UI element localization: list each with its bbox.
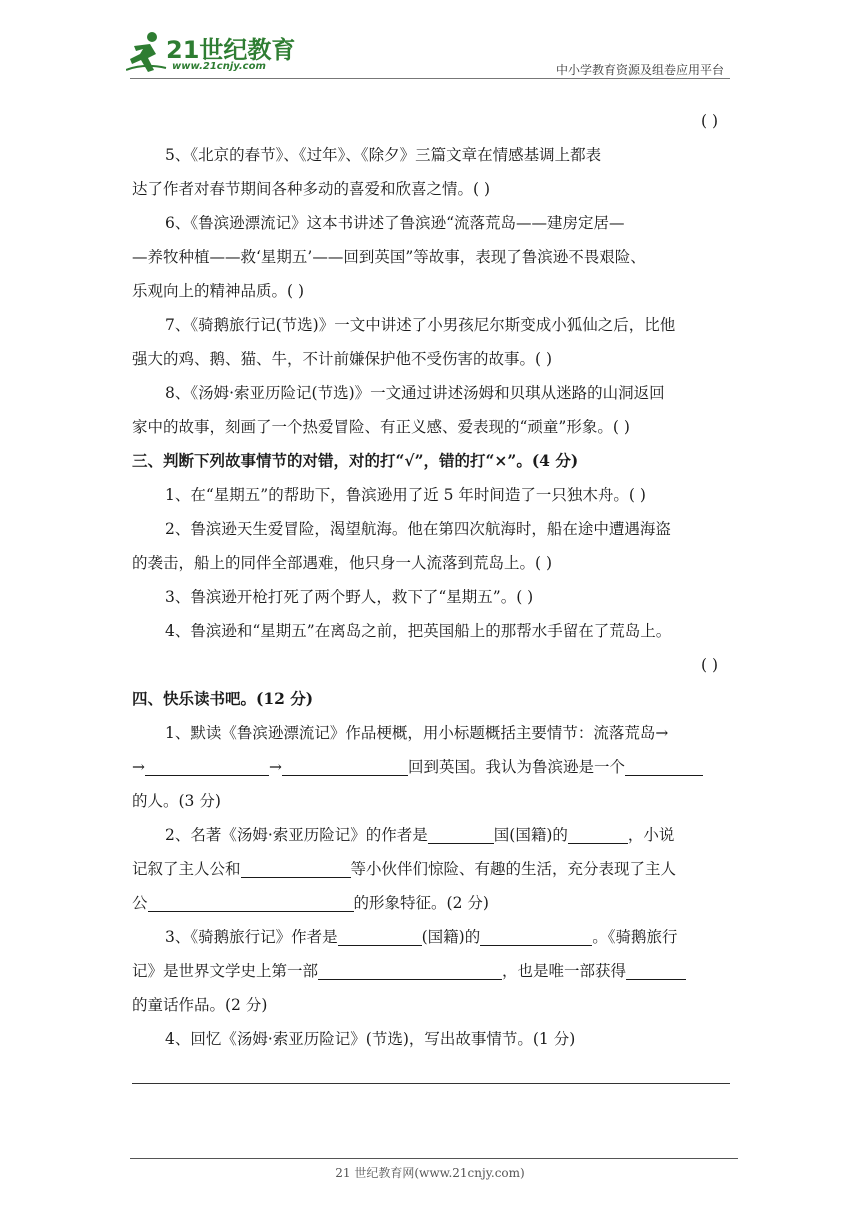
question-8: 8、《汤姆·索亚历险记(节选)》一文通过讲述汤姆和贝琪从迷路的山洞返回 (165, 384, 665, 402)
question-5: 5、《北京的春节》、《过年》、《除夕》三篇文章在情感基调上都表 (165, 146, 602, 164)
question-5-cont: 达了作者对春节期间各种多动的喜爱和欣喜之情。( ) (132, 180, 491, 198)
section-3-q2: 2、鲁滨逊天生爱冒险，渴望航海。他在第四次航海时，船在途中遭遇海盗 (165, 520, 671, 538)
section-4-q1-cont: → → 回到英国。我认为鲁滨逊是一个 (132, 750, 730, 784)
question-8-cont: 家中的故事，刻画了一个热爱冒险、有正义感、爱表现的“顽童”形象。( ) (132, 418, 630, 436)
section-4-q3: 3、《骑鹅旅行记》作者是 (国籍)的 。《骑鹅旅行 (165, 928, 678, 946)
section-4-q2: 2、名著《汤姆·索亚历险记》的作者是 国(国籍)的 ，小说 (165, 826, 675, 844)
page-footer: 21 世纪教育网(www.21cnjy.com) (335, 1166, 525, 1180)
section-4-q1: 1、默读《鲁滨逊漂流记》作品梗概，用小标题概括主要情节：流落荒岛→ (165, 724, 669, 742)
fill-blank[interactable] (282, 756, 408, 776)
fill-blank[interactable] (318, 960, 502, 980)
logo-url: www.21cnjy.com (172, 61, 266, 72)
fill-blank[interactable] (625, 756, 703, 776)
answer-paren: ( ) (700, 112, 718, 130)
question-7: 7、《骑鹅旅行记(节选)》一文中讲述了小男孩尼尔斯变成小狐仙之后，比他 (165, 316, 676, 334)
question-6-cont: —养牧种植——救‘星期五’——回到英国”等故事，表现了鲁滨逊不畏艰险、 (132, 248, 646, 266)
section-4-q1-end: 的人。(3 分) (132, 792, 221, 810)
fill-blank[interactable] (148, 892, 354, 912)
section-4-q3-end: 的童话作品。(2 分) (132, 996, 268, 1014)
fill-blank[interactable] (568, 824, 628, 844)
fill-blank[interactable] (626, 960, 686, 980)
fill-blank[interactable] (480, 926, 592, 946)
platform-name: 中小学教育资源及组卷应用平台 (555, 63, 724, 77)
answer-paren: ( ) (700, 656, 718, 674)
fill-blank[interactable] (241, 858, 351, 878)
runner-logo-icon (126, 30, 168, 74)
section-4-q3-cont: 记》是世界文学史上第一部 ，也是唯一部获得 (132, 954, 730, 988)
answer-writing-line[interactable] (132, 1083, 730, 1084)
section-4-q2-cont2: 公 的形象特征。(2 分) (132, 894, 489, 912)
fill-blank[interactable] (428, 824, 494, 844)
footer-divider (130, 1158, 738, 1159)
header-divider (130, 78, 730, 79)
section-3-title: 三、判断下列故事情节的对错，对的打“√”，错的打“×”。(4 分) (132, 451, 579, 470)
exam-content (132, 104, 730, 1056)
section-4-title: 四、快乐读书吧。(12 分) (132, 689, 314, 708)
page-header (0, 0, 860, 90)
question-6-cont2: 乐观向上的精神品质。( ) (132, 282, 305, 300)
section-3-q2-cont: 的袭击，船上的同伴全部遇难，他只身一人流落到荒岛上。( ) (132, 554, 553, 572)
question-7-cont: 强大的鸡、鹅、猫、牛，不计前嫌保护他不受伤害的故事。( ) (132, 350, 553, 368)
section-3-q1: 1、在“星期五”的帮助下，鲁滨逊用了近 5 年时间造了一只独木舟。( ) (165, 486, 646, 504)
section-4-q2-cont: 记叙了主人公和 等小伙伴们惊险、有趣的生活，充分表现了主人 (132, 860, 677, 878)
site-logo (126, 30, 296, 80)
question-6: 6、《鲁滨逊漂流记》这本书讲述了鲁滨逊“流落荒岛——建房定居— (165, 214, 625, 232)
section-3-q3: 3、鲁滨逊开枪打死了两个野人，救下了“星期五”。( ) (165, 588, 534, 606)
fill-blank[interactable] (145, 756, 269, 776)
fill-blank[interactable] (338, 926, 422, 946)
logo-text: 21世纪教育 (166, 36, 296, 64)
section-4-q4: 4、回忆《汤姆·索亚历险记》(节选)，写出故事情节。(1 分) (165, 1030, 576, 1048)
section-3-q4: 4、鲁滨逊和“星期五”在离岛之前，把英国船上的那帮水手留在了荒岛上。 (165, 622, 672, 640)
